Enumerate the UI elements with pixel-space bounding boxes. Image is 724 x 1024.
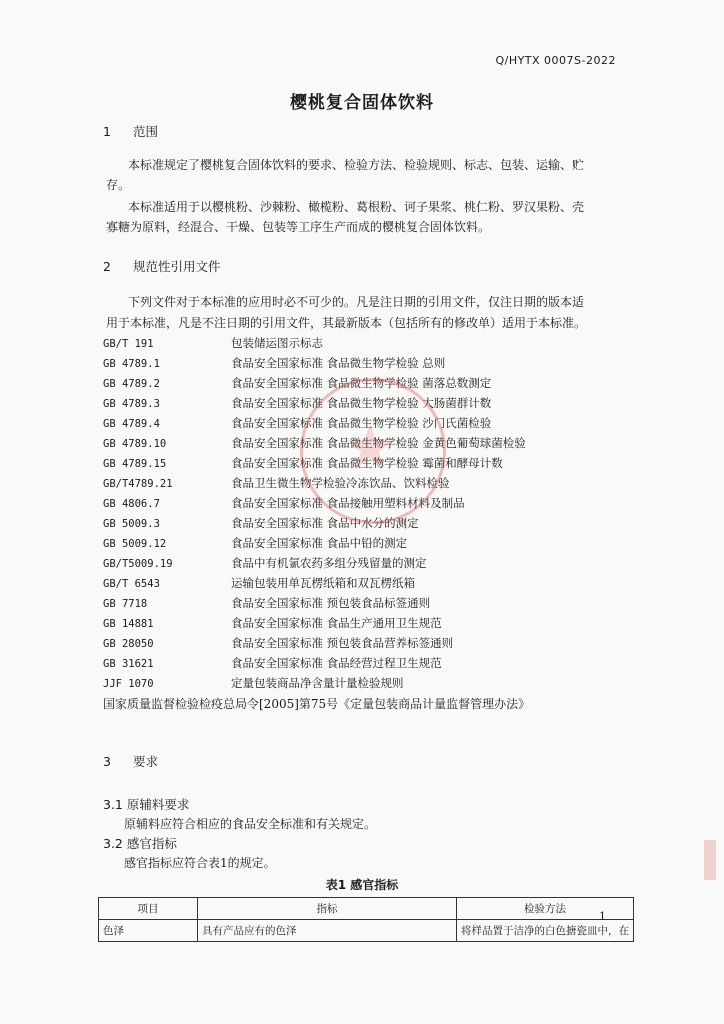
reference-code: GB 4789.3 xyxy=(103,398,160,410)
section-3-1-text: 原辅料应符合相应的食品安全标准和有关规定。 xyxy=(124,817,377,831)
section-3-2-number: 3.2 xyxy=(103,836,123,851)
reference-title: 食品安全国家标准 食品中水分的测定 xyxy=(231,516,419,530)
reference-row xyxy=(103,493,465,513)
reference-code: GB/T 191 xyxy=(103,338,154,350)
section-3-1-number: 3.1 xyxy=(103,797,123,812)
section-1-para1-line1: 本标准规定了樱桃复合固体饮料的要求、检验方法、检验规则、标志、包装、运输、贮 xyxy=(128,158,585,172)
reference-row xyxy=(103,553,427,573)
table-cell-method: 将样品置于洁净的白色搪瓷皿中，在 xyxy=(457,920,634,942)
reference-title: 食品安全国家标准 食品经营过程卫生规范 xyxy=(231,656,442,670)
reference-title: 食品安全国家标准 食品生产通用卫生规范 xyxy=(231,616,442,630)
section-3-heading xyxy=(103,752,158,770)
table-header-item: 项目 xyxy=(99,898,198,920)
reference-code: GB/T5009.19 xyxy=(103,558,173,570)
reference-title: 食品卫生微生物学检验冷冻饮品、饮料检验 xyxy=(231,476,450,490)
reference-row xyxy=(103,513,419,533)
section-1-number: 1 xyxy=(103,124,111,139)
table-header-method: 检验方法 xyxy=(457,898,634,920)
reference-title: 运输包装用单瓦楞纸箱和双瓦楞纸箱 xyxy=(231,576,415,590)
reference-row xyxy=(103,333,323,353)
document-title: 樱桃复合固体饮料 xyxy=(290,93,434,113)
reference-title: 食品安全国家标准 食品微生物学检验 金黄色葡萄球菌检验 xyxy=(231,436,526,450)
reference-title: 食品安全国家标准 食品中铅的测定 xyxy=(231,536,408,550)
reference-row xyxy=(103,413,491,433)
reference-title: 食品安全国家标准 食品接触用塑料材料及制品 xyxy=(231,496,465,510)
table-header-indicator: 指标 xyxy=(198,898,457,920)
reference-row xyxy=(103,613,442,633)
section-2-intro-line1: 下列文件对于本标准的应用时必不可少的。凡是注日期的引用文件，仅注日期的版本适 xyxy=(128,295,585,309)
reference-code: GB 14881 xyxy=(103,618,154,630)
section-3-2-text: 感官指标应符合表1的规定。 xyxy=(124,856,276,870)
section-3-number: 3 xyxy=(103,754,111,769)
table-header-row xyxy=(99,898,634,920)
reference-title: 食品安全国家标准 食品微生物学检验 霉菌和酵母计数 xyxy=(231,456,503,470)
table-cell-item: 色泽 xyxy=(99,920,198,942)
reference-row xyxy=(103,373,491,393)
section-1-para2-line1: 本标准适用于以樱桃粉、沙棘粉、橄榄粉、葛根粉、诃子果浆、桃仁粉、罗汉果粉、壳 xyxy=(128,200,585,214)
section-1-para2-line2: 寡糖为原料，经混合、干燥、包装等工序生产而成的樱桃复合固体饮料。 xyxy=(106,220,491,234)
reference-code: GB 5009.3 xyxy=(103,518,160,530)
reference-title: 食品安全国家标准 食品微生物学检验 总则 xyxy=(231,356,446,370)
reference-code: GB 4789.4 xyxy=(103,418,160,430)
section-2-title: 规范性引用文件 xyxy=(133,259,221,274)
section-1-title: 范围 xyxy=(133,124,159,139)
reference-row xyxy=(103,453,503,473)
reference-row xyxy=(103,653,442,673)
reference-title: 食品安全国家标准 预包装食品标签通则 xyxy=(231,596,431,610)
reference-code: JJF 1070 xyxy=(103,678,154,690)
reference-row xyxy=(103,573,415,593)
reference-code: GB 4789.1 xyxy=(103,358,160,370)
reference-code: GB 5009.12 xyxy=(103,538,167,550)
reference-row xyxy=(103,393,491,413)
reference-row xyxy=(103,353,445,373)
reference-title: 包装储运图示标志 xyxy=(231,336,323,350)
section-2-intro-line2: 用于本标准，凡是不注日期的引用文件，其最新版本（包括所有的修改单）适用于本标准。 xyxy=(106,316,587,330)
section-2-heading xyxy=(103,257,221,275)
section-2-number: 2 xyxy=(103,259,111,274)
section-3-2-title: 感官指标 xyxy=(126,836,177,851)
reference-code: GB 4789.2 xyxy=(103,378,160,390)
reference-title: 定量包装商品净含量计量检验规则 xyxy=(231,676,404,690)
reference-row xyxy=(103,593,430,613)
reference-code: GB 4789.15 xyxy=(103,458,167,470)
page-number: 1 xyxy=(599,910,606,923)
reference-code: GB/T 6543 xyxy=(103,578,160,590)
section-3-1-title: 原辅料要求 xyxy=(126,797,190,812)
reference-row xyxy=(103,673,404,693)
reference-code: GB 7718 xyxy=(103,598,148,610)
reference-row xyxy=(103,533,407,553)
section-1-para1-line2: 存。 xyxy=(106,178,131,192)
decree-reference: 国家质量监督检验检疫总局令[2005]第75号《定量包装商品计量监督管理办法》 xyxy=(103,697,531,711)
reference-title: 食品安全国家标准 预包装食品营养标签通则 xyxy=(231,636,454,650)
reference-code: GB 4806.7 xyxy=(103,498,160,510)
edge-stamp-mark xyxy=(704,840,716,880)
section-3-title: 要求 xyxy=(133,754,159,769)
reference-code: GB/T4789.21 xyxy=(103,478,173,490)
reference-code: GB 28050 xyxy=(103,638,154,650)
reference-title: 食品安全国家标准 食品微生物学检验 大肠菌群计数 xyxy=(231,396,492,410)
reference-row xyxy=(103,433,526,453)
section-3-1-heading xyxy=(103,795,189,813)
reference-title: 食品安全国家标准 食品微生物学检验 菌落总数测定 xyxy=(231,376,492,390)
reference-code: GB 31621 xyxy=(103,658,154,670)
sensory-table xyxy=(98,897,634,942)
standard-number: Q/HYTX 0007S-2022 xyxy=(495,54,616,67)
table-cell-indicator: 具有产品应有的色泽 xyxy=(198,920,457,942)
section-1-heading xyxy=(103,122,158,140)
reference-code: GB 4789.10 xyxy=(103,438,167,450)
reference-title: 食品安全国家标准 食品微生物学检验 沙门氏菌检验 xyxy=(231,416,492,430)
reference-title: 食品中有机氯农药多组分残留量的测定 xyxy=(231,556,427,570)
section-3-2-heading xyxy=(103,834,177,852)
reference-row xyxy=(103,473,450,493)
table-1-caption: 表1 感官指标 xyxy=(325,878,399,892)
reference-row xyxy=(103,633,453,653)
table-row xyxy=(99,920,634,942)
